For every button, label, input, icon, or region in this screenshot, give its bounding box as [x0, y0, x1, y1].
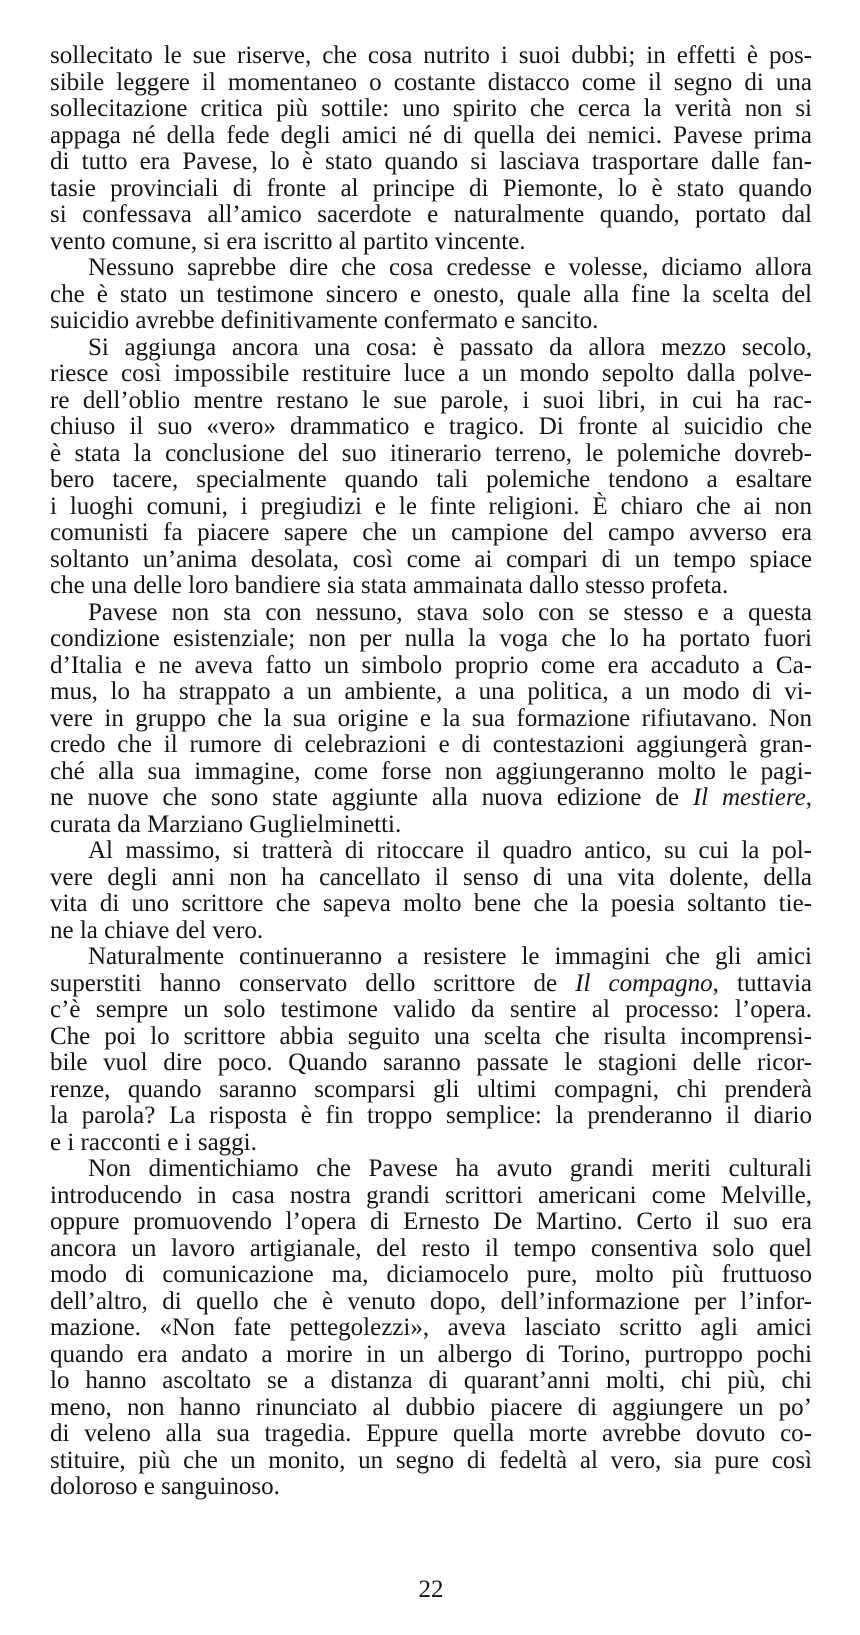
text-line: Pavese non sta con nessuno, stava solo con se stesso e a questa [88, 598, 812, 626]
paragraph [50, 335, 812, 600]
text-line: la parola? La risposta è fin troppo semplice: la prenderanno il diario [50, 1102, 812, 1129]
paragraph [50, 838, 812, 944]
body-text [50, 43, 812, 1501]
text-line: sollecitazione critica più sottile: uno spirito che cerca la verità non si [50, 95, 812, 122]
text-line: mazione. «Non fate pettegolezzi», aveva lasciato scritto agli amici [50, 1314, 812, 1341]
paragraph [50, 1156, 812, 1501]
text-line [50, 971, 812, 998]
paragraph [50, 944, 812, 1156]
text-line: di tutto era Pavese, lo è stato quando si lasciava trasportare dalle fan- [50, 148, 812, 175]
text-line: Naturalmente continueranno a resistere le immagini che gli amici [88, 943, 812, 970]
text-line: sibile leggere il momentaneo o costante distacco come il segno di una [50, 68, 812, 96]
text-line: dell’altro, di quello che è venuto dopo, dell’informazione per l’infor- [50, 1287, 812, 1315]
book-title: Il mestiere [692, 784, 806, 811]
text-line: che è stato un testimone sincero e onesto, quale alla fine la scelta del [50, 280, 812, 308]
text-line: i luoghi comuni, i pregiudizi e le finte religioni. È chiaro che ai non [50, 492, 812, 520]
text-line: soltanto un’anima desolata, così come ai compari di un tempo spiace [50, 545, 812, 573]
text-line: vita di uno scrittore che sapeva molto bene che la poesia soltanto tie- [50, 890, 812, 917]
text-line: sollecitato le sue riserve, che cosa nutrito i suoi dubbi; in effetti è pos- [50, 42, 812, 69]
text-line: vento comune, si era iscritto al partito vincente. [50, 227, 526, 255]
text-line: Nessuno saprebbe dire che cosa credesse e volesse, diciamo allora [88, 254, 812, 281]
text-line: oppure promuovendo l’opera di Ernesto De Martino. Certo il suo era [50, 1208, 812, 1235]
text-line: è stata la conclusione del suo itinerario terreno, le polemiche dovreb- [50, 439, 812, 467]
text-line: vere degli anni non ha cancellato il senso di una vita dolente, della [50, 863, 812, 891]
text-line: mus, lo ha strappato a un ambiente, a una politica, a un modo di vi- [50, 678, 812, 705]
page-number: 22 [418, 1576, 444, 1603]
text-line: bile vuol dire poco. Quando saranno passate le stagioni delle ricor- [50, 1049, 812, 1076]
text-line: credo che il rumore di celebrazioni e di contestazioni aggiungerà gran- [50, 731, 812, 758]
text-line: appaga né della fede degli amici né di quella dei nemici. Pavese prima [50, 121, 812, 149]
book-title: Il compagno [575, 969, 713, 997]
text-line: Che poi lo scrittore abbia seguito una scelta che risulta incomprensi- [50, 1022, 812, 1050]
text-line: tasie provinciali di fronte al principe di Piemonte, lo è stato quando [50, 174, 812, 202]
text-line: comunisti fa piacere sapere che un campione del campo avverso era [50, 519, 812, 546]
text-line: Al massimo, si tratterà di ritoccare il quadro antico, su cui la pol- [88, 837, 812, 864]
text-line: meno, non hanno rinunciato al dubbio piacere di aggiungere un po’ [50, 1393, 812, 1421]
text-line: modo di comunicazione ma, diciamocelo pure, molto più fruttuoso [50, 1261, 812, 1288]
text-line [50, 785, 812, 812]
text-segment: superstiti hanno conservato dello scrittore de [50, 969, 576, 997]
text-segment: , [805, 784, 812, 811]
text-line: bero tacere, specialmente quando tali polemiche tendono a esaltare [50, 466, 812, 493]
text-line: doloroso e sanguinoso. [50, 1473, 280, 1500]
text-line: re dell’oblio mentre restano le sue parole, i suoi libri, in cui ha rac- [50, 386, 812, 414]
text-line: Si aggiunga ancora una cosa: è passato da allora mezzo secolo, [88, 333, 812, 361]
text-line: vere in gruppo che la sua origine e la sua formazione rifiutavano. Non [50, 704, 812, 732]
text-line: chiuso il suo «vero» drammatico e tragico. Di fronte al suicidio che [50, 413, 812, 440]
text-line: renze, quando saranno scomparsi gli ultimi compagni, chi prenderà [50, 1075, 812, 1103]
text-line: che una delle loro bandiere sia stata ammainata dallo stesso profeta. [50, 572, 729, 599]
paragraph [50, 255, 812, 335]
text-line: e i racconti e i saggi. [50, 1128, 257, 1156]
paragraph [50, 43, 812, 255]
text-line: d’Italia e ne aveva fatto un simbolo proprio come era accaduto a Ca- [50, 651, 812, 679]
text-line: introducendo in casa nostra grandi scrittori americani come Melville, [50, 1181, 812, 1209]
text-line: quando era andato a morire in un albergo di Torino, purtroppo pochi [50, 1340, 812, 1368]
text-line: curata da Marziano Guglielminetti. [50, 810, 402, 838]
text-line: condizione esistenziale; non per nulla la voga che lo ha portato fuori [50, 625, 812, 652]
text-segment: ne nuove che sono state aggiunte alla nuova edizione de [50, 784, 693, 811]
text-line: si confessava all’amico sacerdote e naturalmente quando, portato dal [50, 201, 812, 228]
paragraph [50, 600, 812, 839]
text-line: ne la chiave del vero. [50, 916, 264, 944]
text-line: di veleno alla sua tragedia. Eppure quella morte avrebbe dovuto co- [50, 1420, 812, 1447]
text-line: ancora un lavoro artigianale, del resto il tempo consentiva solo quel [50, 1234, 812, 1262]
text-line: Non dimentichiamo che Pavese ha avuto grandi meriti culturali [88, 1155, 812, 1182]
text-segment: , tuttavia [712, 969, 812, 997]
text-line: riesce così impossibile restituire luce a un mondo sepolto dalla polve- [50, 360, 812, 387]
text-line: ché alla sua immagine, come forse non aggiungeranno molto le pagi- [50, 757, 812, 785]
text-line: lo hanno ascoltato se a distanza di quarant’anni molti, chi più, chi [50, 1367, 812, 1394]
text-line: suicidio avrebbe definitivamente confermato e sancito. [50, 307, 599, 334]
text-line: stituire, più che un monito, un segno di fedeltà al vero, sia pure così [50, 1446, 812, 1474]
text-line: c’è sempre un solo testimone valido da sentire al processo: l’opera. [50, 996, 812, 1023]
